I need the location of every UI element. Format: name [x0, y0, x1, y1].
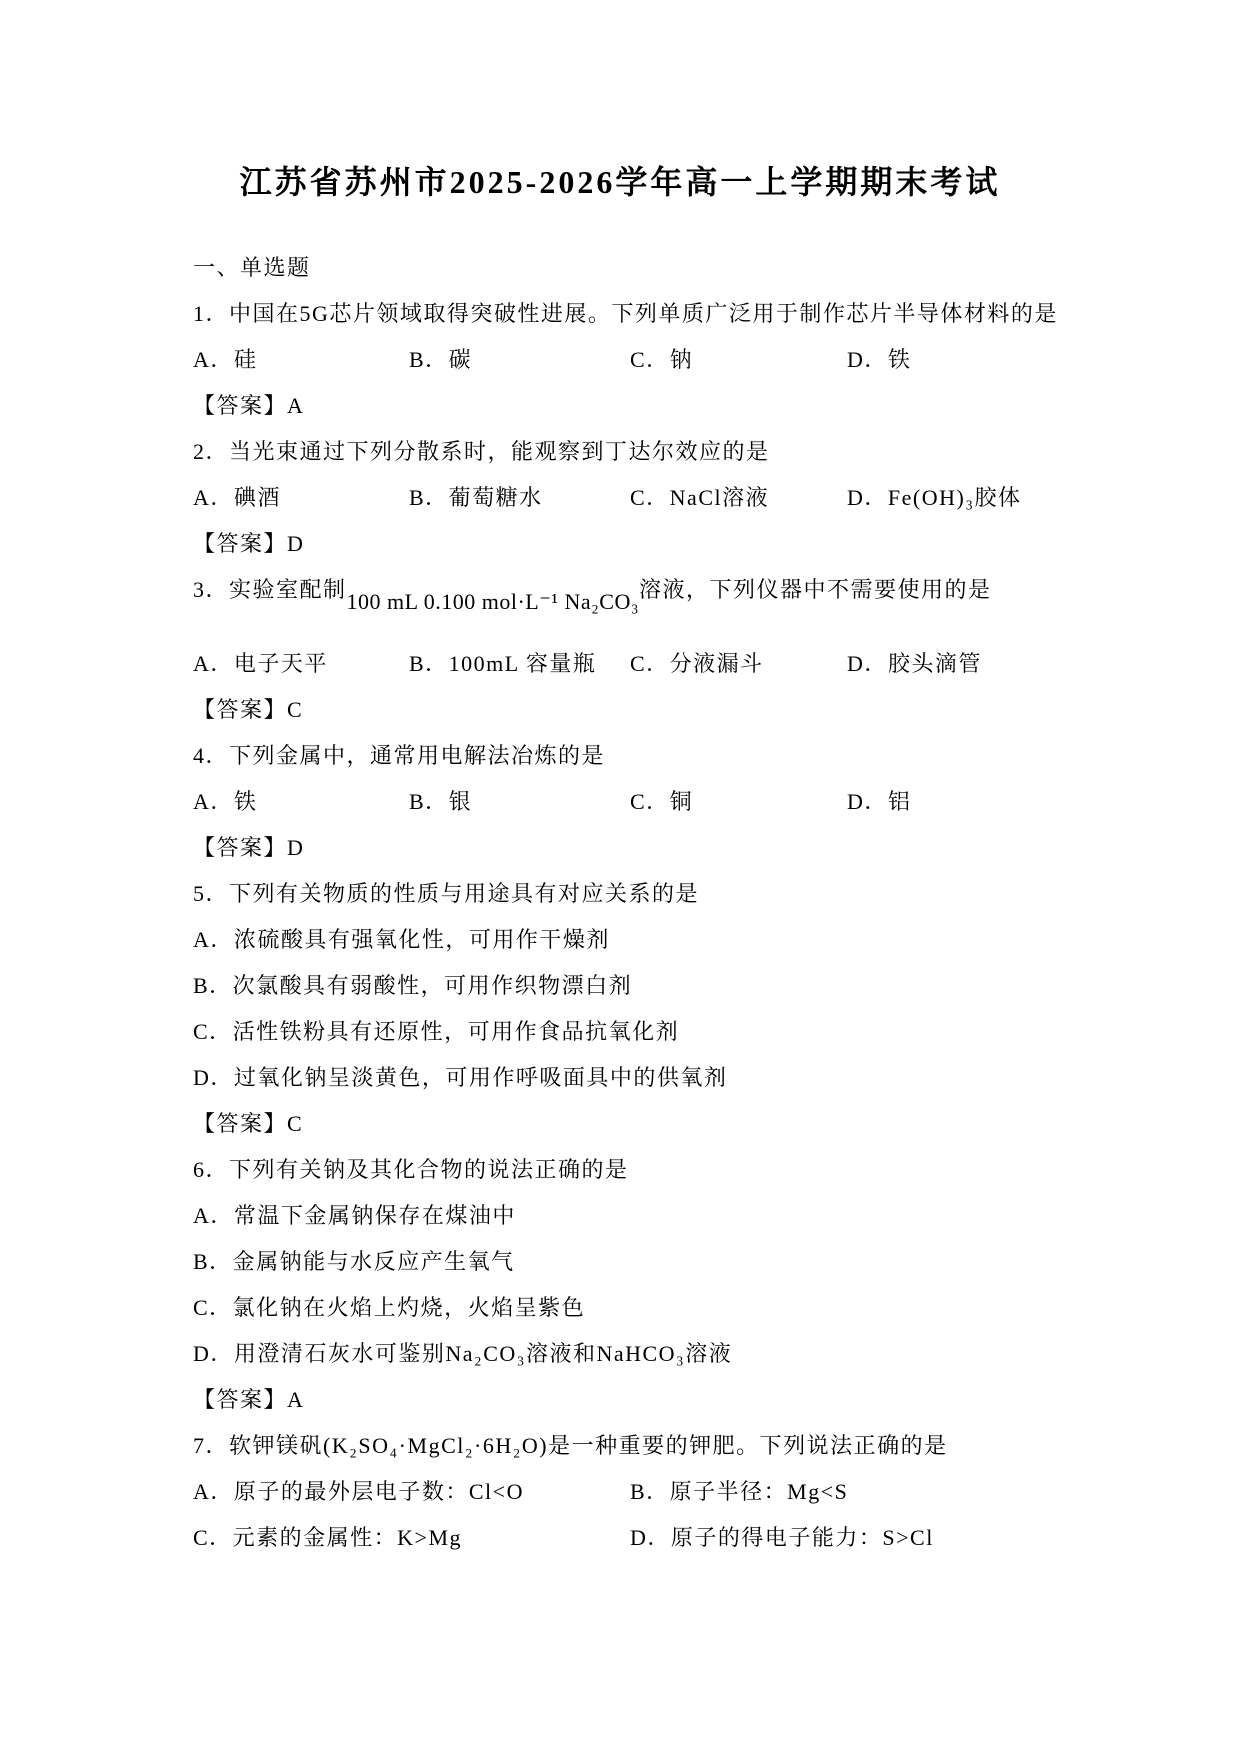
question-4-option-b: B．银 [409, 789, 473, 814]
question-1-options [193, 348, 1075, 372]
section-heading: 一、单选题 [193, 255, 311, 280]
question-1-option-d: D．铁 [847, 347, 912, 372]
question-6-option-c: C．氯化钠在火焰上灼烧，火焰呈紫色 [193, 1295, 586, 1320]
question-6-option-b: B．金属钠能与水反应产生氧气 [193, 1249, 515, 1274]
question-3-answer: 【答案】C [193, 697, 304, 722]
question-6-option-d: D．用澄清石灰水可鉴别Na₂CO₃溶液和NaHCO₃溶液 [193, 1341, 733, 1366]
question-3-stem-prefix: 3．实验室配制 [193, 577, 347, 602]
question-5-answer: 【答案】C [193, 1111, 304, 1136]
question-7-option-c: C．元素的金属性：K>Mg [193, 1525, 463, 1550]
question-1-option-c: C．钠 [630, 347, 694, 372]
question-7-option-d: D．原子的得电子能力：S>Cl [630, 1525, 934, 1550]
question-7-options-row-2 [193, 1526, 1075, 1550]
question-1-option-b: B．碳 [409, 347, 473, 372]
question-4-option-c: C．铜 [630, 789, 694, 814]
question-3-formula: 100 mL 0.100 mol·L⁻¹ Na₂CO₃ [346, 589, 640, 614]
question-6-option-a: A．常温下金属钠保存在煤油中 [193, 1203, 516, 1228]
question-2-stem: 2．当光束通过下列分散系时，能观察到丁达尔效应的是 [193, 439, 770, 464]
question-4-answer: 【答案】D [193, 835, 305, 860]
question-4-option-d: D．铝 [847, 789, 912, 814]
question-5-option-d: D．过氧化钠呈淡黄色，可用作呼吸面具中的供氧剂 [193, 1065, 728, 1090]
question-4-option-a: A．铁 [193, 789, 258, 814]
question-5-option-a: A．浓硫酸具有强氧化性，可用作干燥剂 [193, 927, 610, 952]
question-7-stem: 7．软钾镁矾(K₂SO₄·MgCl₂·6H₂O)是一种重要的钾肥。下列说法正确的是 [193, 1433, 948, 1458]
question-1-option-a: A．硅 [193, 347, 258, 372]
question-2-option-a: A．碘酒 [193, 485, 281, 510]
question-5-option-c: C．活性铁粉具有还原性，可用作食品抗氧化剂 [193, 1019, 680, 1044]
question-4-stem: 4．下列金属中，通常用电解法冶炼的是 [193, 743, 606, 768]
question-1-answer: 【答案】A [193, 393, 305, 418]
question-3-option-d: D．胶头滴管 [847, 651, 982, 676]
page-title: 江苏省苏州市2025-2026学年高一上学期期末考试 [239, 164, 1001, 200]
question-3-stem-suffix: 溶液，下列仪器中不需要使用的是 [639, 577, 992, 602]
question-2-options [193, 486, 1075, 510]
question-3-option-c: C．分液漏斗 [630, 651, 764, 676]
question-7-option-b: B．原子半径：Mg<S [630, 1479, 849, 1504]
question-2-option-d: D．Fe(OH)₃胶体 [847, 485, 1022, 510]
question-3-options [193, 652, 1075, 676]
question-2-option-b: B．葡萄糖水 [409, 485, 543, 510]
question-1-stem: 1．中国在5G芯片领域取得突破性进展。下列单质广泛用于制作芯片半导体材料的是 [193, 301, 1058, 326]
question-5-option-b: B．次氯酸具有弱酸性，可用作织物漂白剂 [193, 973, 633, 998]
question-7-option-a: A．原子的最外层电子数：Cl<O [193, 1479, 524, 1504]
question-2-option-c: C．NaCl溶液 [630, 485, 770, 510]
question-3-option-b: B．100mL 容量瓶 [409, 651, 597, 676]
question-7-options-row-1 [193, 1480, 1075, 1504]
exam-content [193, 256, 1075, 1572]
question-6-answer: 【答案】A [193, 1387, 305, 1412]
question-6-stem: 6．下列有关钠及其化合物的说法正确的是 [193, 1157, 629, 1182]
question-2-answer: 【答案】D [193, 531, 305, 556]
question-3-option-a: A．电子天平 [193, 651, 328, 676]
question-5-stem: 5．下列有关物质的性质与用途具有对应关系的是 [193, 881, 700, 906]
question-3-stem [193, 577, 1075, 614]
question-4-options [193, 790, 1075, 814]
